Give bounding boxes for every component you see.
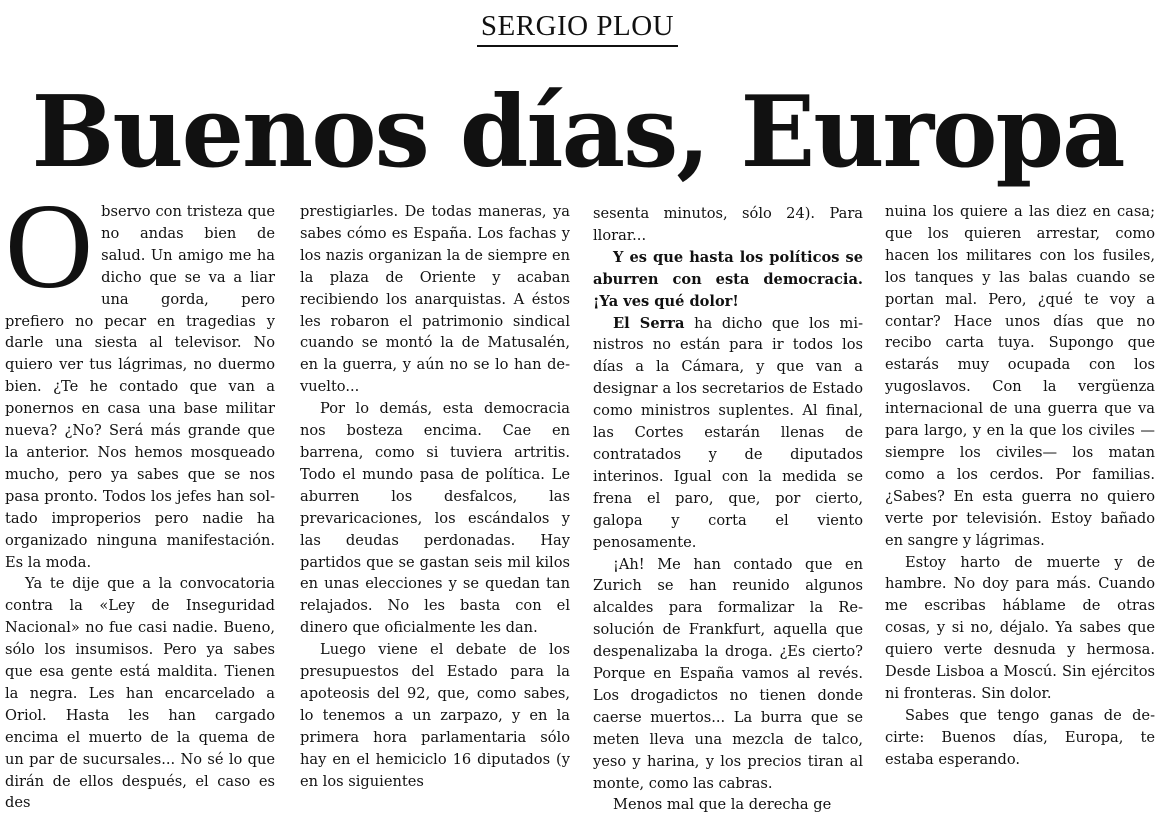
article-headline: Buenos días, Europa xyxy=(31,75,1124,190)
paragraph: Ya te dije que a la convocatoria contra la «Ley de Inseguridad Nacional» no fue casi nadie. Bueno, sólo los insumisos. Pero ya sabes que esa gente está maldita. Tienen la negra. Les han encarcelado a Oriol. Hasta les han cargado encima el muerto de la quema de un par de sucursales... No sé lo que dirán de ellos después, el caso es des xyxy=(5,575,275,812)
paragraph: Sabes que tengo ganas de decirte: Buenos días, Europa, te estaba esperando. xyxy=(885,706,1155,768)
paragraph: nuina los quiere a las diez en casa; que los quieren arrestar, como hacen los militares con los fusiles, los tanques y las balas cuando se portan mal. Pero, ¿qué te voy a contar? Hace unos días que no recibo carta tuya. Supongo que estarás muy ocupada con los yugoslavos. Con la vergüenza internacional de una guerra que va para largo, y en la que los civiles —siempre los civiles— los matan como a los cerdos. Por familias. ¿Sabes? En esta guerra no quiero verte por televisión. Estoy bañado en sangre y lágrimas. xyxy=(885,203,1155,549)
article-column-3 xyxy=(593,203,863,816)
byline-container xyxy=(0,10,1155,47)
bold-paragraph: Y es que hasta los políticos se aburren con esta democracia. ¡Ya ves qué dolor! xyxy=(593,248,863,310)
paragraph-text: ha dicho que los ministros no están para ir todos los días a la Cámara, y que van a designar a los secretarios de Estado como ministros suplentes. Al final, las Cortes estarán llenas de contratados y de diputados interinos. Igual con la medida se frena el paro, que, por cierto, galopa y corta el viento penosamente. xyxy=(593,314,863,551)
paragraph: prestigiarles. De todas maneras, ya sabes cómo es España. Los fachas y los nazis organizan la de siempre en la plaza de Oriente y acaban recibiendo los anarquistas. A éstos les robaron el patrimonio sindical cuando se montó la de Matusalén, en la guerra, y aún no se lo han devuelto... xyxy=(300,203,570,396)
article-column-2 xyxy=(300,201,570,792)
article-column-4 xyxy=(885,201,1155,771)
paragraph-text: bservo con tristeza que no andas bien de salud. Un amigo me ha dicho que se va a liar una gorda, pero prefiero no pecar en tragedias y darle una siesta al televisor. No quiero ver tus lágrimas, no duermo bien. ¿Te he contado que van a ponernos en casa una base militar nueva? ¿No? Será más grande que la anterior. Nos hemos mosqueado mucho, pero ya sabes que se nos pasa pronto. Todos los jefes han soltado improperios pero nadie ha organizado ninguna manifestación. Es la moda. xyxy=(5,203,275,571)
author-byline: SERGIO PLOU xyxy=(477,10,678,47)
drop-cap: O xyxy=(5,179,94,314)
paragraph: ¡Ah! Me han contado que en Zurich se han reunido algunos alcaldes para formalizar la Resolución de Frankfurt, aquella que despenalizaba la droga. ¿Es cierto? Porque en España vamos al revés. Los drogadictos no tienen donde caerse muertos... La burra que se meten lleva una mezcla de talco, yeso y harina, y los precios tiran al monte, como las cabras. xyxy=(593,555,863,792)
paragraph xyxy=(5,179,275,573)
paragraph: Luego viene el debate de los presupuestos del Estado para la apoteosis del 92, que, como sabes, lo tenemos a un zarpazo, y en la primera hora parlamentaria sólo hay en el hemiciclo 16 diputados (y en los siguientes xyxy=(300,641,570,790)
paragraph: Por lo demás, esta democracia nos bosteza encima. Cae en barrena, como si tuviera artritis. Todo el mundo pasa de política. Le aburren los desfalcos, las prevaricaciones, los escándalos y las deudas perdonadas. Hay partidos que se gastan seis mil kilos en unas elecciones y se quedan tan relajados. No les basta con el dinero que oficialmente les dan. xyxy=(300,400,570,637)
article-column-1 xyxy=(5,179,275,814)
paragraph-lead: El Serra xyxy=(613,314,685,332)
paragraph: Menos mal que la derecha ge xyxy=(613,796,832,814)
paragraph xyxy=(593,313,863,554)
paragraph: sesenta minutos, sólo 24). Para llorar... xyxy=(593,205,863,244)
paragraph: Estoy harto de muerte y de hambre. No doy para más. Cuando me escribas háblame de otras cosas, y si no, déjalo. Ya sabes que quiero verte desnuda y hermosa. Desde Lisboa a Moscú. Sin ejércitos ni fronteras. Sin dolor. xyxy=(885,553,1155,702)
